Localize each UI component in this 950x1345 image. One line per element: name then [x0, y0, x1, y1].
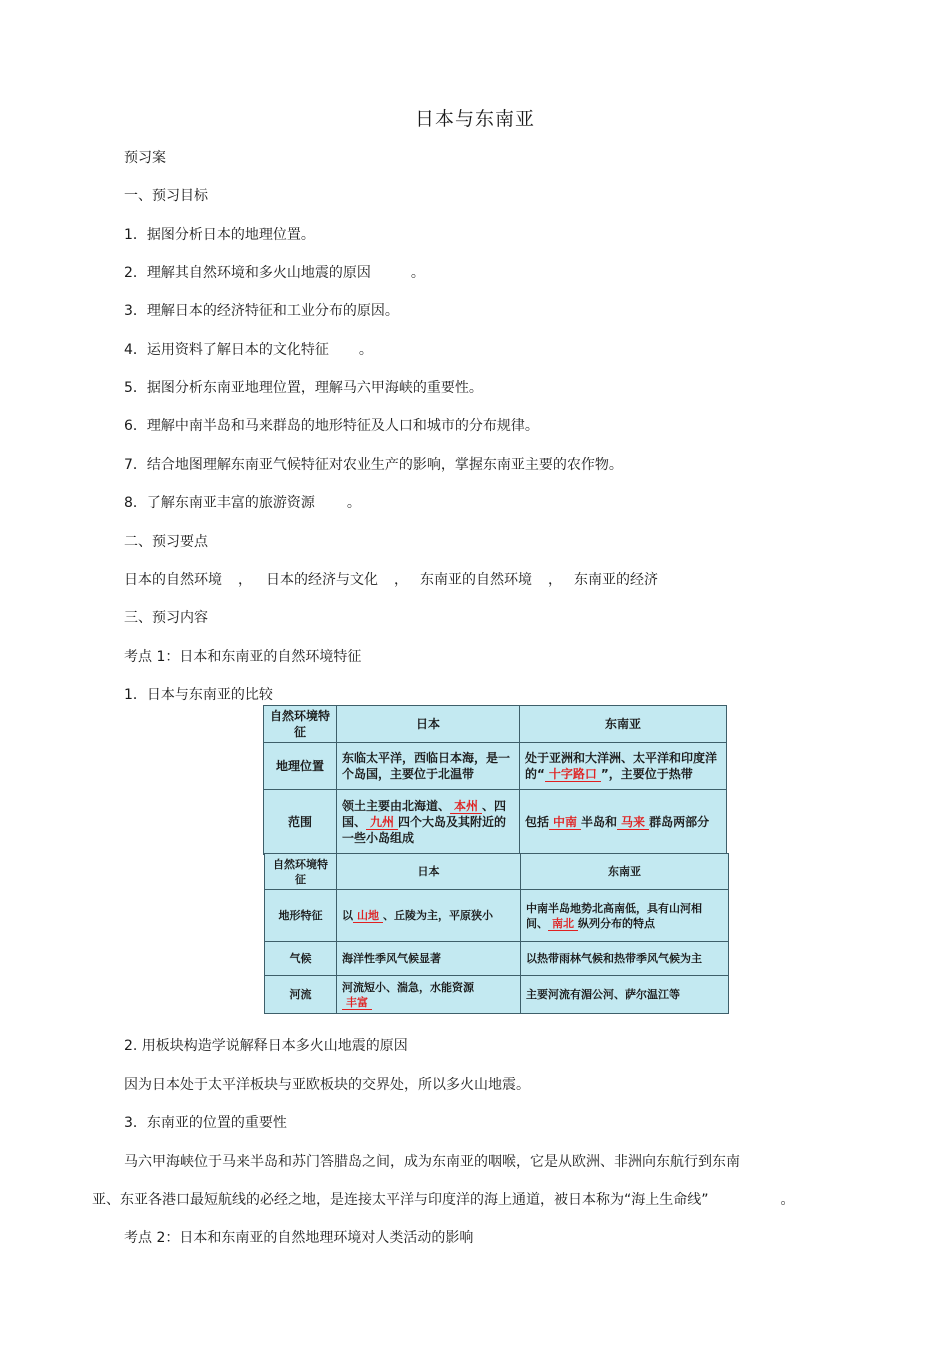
- page-title: 日本与东南亚: [414, 108, 535, 130]
- table-cell: 河流短小、湍急，水能资源 丰富: [337, 976, 521, 1014]
- goal-item: 1．据图分析日本的地理位置。: [124, 227, 315, 243]
- section-label: 预习案: [124, 150, 166, 166]
- answer-fill: 本州: [450, 799, 482, 814]
- subheading-plates: 2. 用板块构造学说解释日本多火山地震的原因: [124, 1038, 408, 1054]
- table-header-cell: 自然环境特征: [265, 854, 337, 890]
- table-header-cell: 东南亚: [520, 706, 727, 743]
- paragraph: 因为日本处于太平洋板块与亚欧板块的交界处，所以多火山地震。: [124, 1077, 530, 1093]
- table-cell: 中南半岛地势北高南低，具有山河相间、 南北 纵列分布的特点: [521, 890, 729, 942]
- subheading-importance: 3．东南亚的位置的重要性: [124, 1115, 287, 1131]
- row-label: 范围: [264, 790, 337, 855]
- heading-points: 二、预习要点: [124, 534, 208, 550]
- table-cell: 主要河流有湄公河、萨尔温江等: [521, 976, 729, 1014]
- row-label: 气候: [265, 942, 337, 976]
- paragraph: 马六甲海峡位于马来半岛和苏门答腊岛之间，成为东南亚的咽喉，它是从欧洲、非洲向东航行到东南: [124, 1154, 740, 1170]
- points-line: 日本的自然环境 ， 日本的经济与文化 ， 东南亚的自然环境 ， 东南亚的经济: [124, 572, 658, 588]
- table-cell: 以 山地 、丘陵为主，平原狭小: [337, 890, 521, 942]
- row-label: 地理位置: [264, 743, 337, 790]
- goal-item: 3．理解日本的经济特征和工业分布的原因。: [124, 303, 399, 319]
- comparison-table-2: [264, 853, 729, 1014]
- table-header-cell: 日本: [337, 854, 521, 890]
- table-cell: 领土主要由北海道、 本州 、四国、 九州 四个大岛及其附近的一些小岛组成: [337, 790, 520, 855]
- answer-fill: 丰富: [342, 996, 372, 1010]
- row-label: 地形特征: [265, 890, 337, 942]
- goal-item: 2．理解其自然环境和多火山地震的原因 。: [124, 265, 425, 281]
- goal-item: 8．了解东南亚丰富的旅游资源 。: [124, 495, 361, 511]
- table-header-cell: 东南亚: [521, 854, 729, 890]
- comparison-table-1: [263, 705, 727, 855]
- answer-fill: 山地: [353, 909, 383, 923]
- paragraph: 亚、东亚各港口最短航线的必经之地，是连接太平洋与印度洋的海上通道，被日本称为“海上生命线” 。: [92, 1192, 795, 1208]
- answer-fill: 中南: [549, 815, 581, 830]
- table-cell: 处于亚洲和大洋洲、太平洋和印度洋的“ 十字路口 ”，主要位于热带: [520, 743, 727, 790]
- kaodian-2: 考点 2：日本和东南亚的自然地理环境对人类活动的影响: [124, 1230, 474, 1246]
- answer-fill: 马来: [617, 815, 649, 830]
- table-header-cell: 自然环境特征: [264, 706, 337, 743]
- answer-fill: 南北: [548, 917, 578, 931]
- subheading-compare: 1．日本与东南亚的比较: [124, 687, 273, 703]
- row-label: 河流: [265, 976, 337, 1014]
- answer-fill: 十字路口: [545, 767, 601, 782]
- kaodian-1: 考点 1：日本和东南亚的自然环境特征: [124, 649, 362, 665]
- table-cell: 包括 中南 半岛和 马来 群岛两部分: [520, 790, 727, 855]
- table-cell: 海洋性季风气候显著: [337, 942, 521, 976]
- table-cell: 东临太平洋，西临日本海，是一个岛国，主要位于北温带: [337, 743, 520, 790]
- goal-item: 5．据图分析东南亚地理位置，理解马六甲海峡的重要性。: [124, 380, 483, 396]
- heading-content: 三、预习内容: [124, 610, 208, 626]
- heading-goals: 一、预习目标: [124, 188, 208, 204]
- goal-item: 6．理解中南半岛和马来群岛的地形特征及人口和城市的分布规律。: [124, 418, 539, 434]
- table-header-cell: 日本: [337, 706, 520, 743]
- table-cell: 以热带雨林气候和热带季风气候为主: [521, 942, 729, 976]
- answer-fill: 九州: [366, 815, 398, 830]
- goal-item: 4．运用资料了解日本的文化特征 。: [124, 342, 373, 358]
- goal-item: 7．结合地图理解东南亚气候特征对农业生产的影响，掌握东南亚主要的农作物。: [124, 457, 623, 473]
